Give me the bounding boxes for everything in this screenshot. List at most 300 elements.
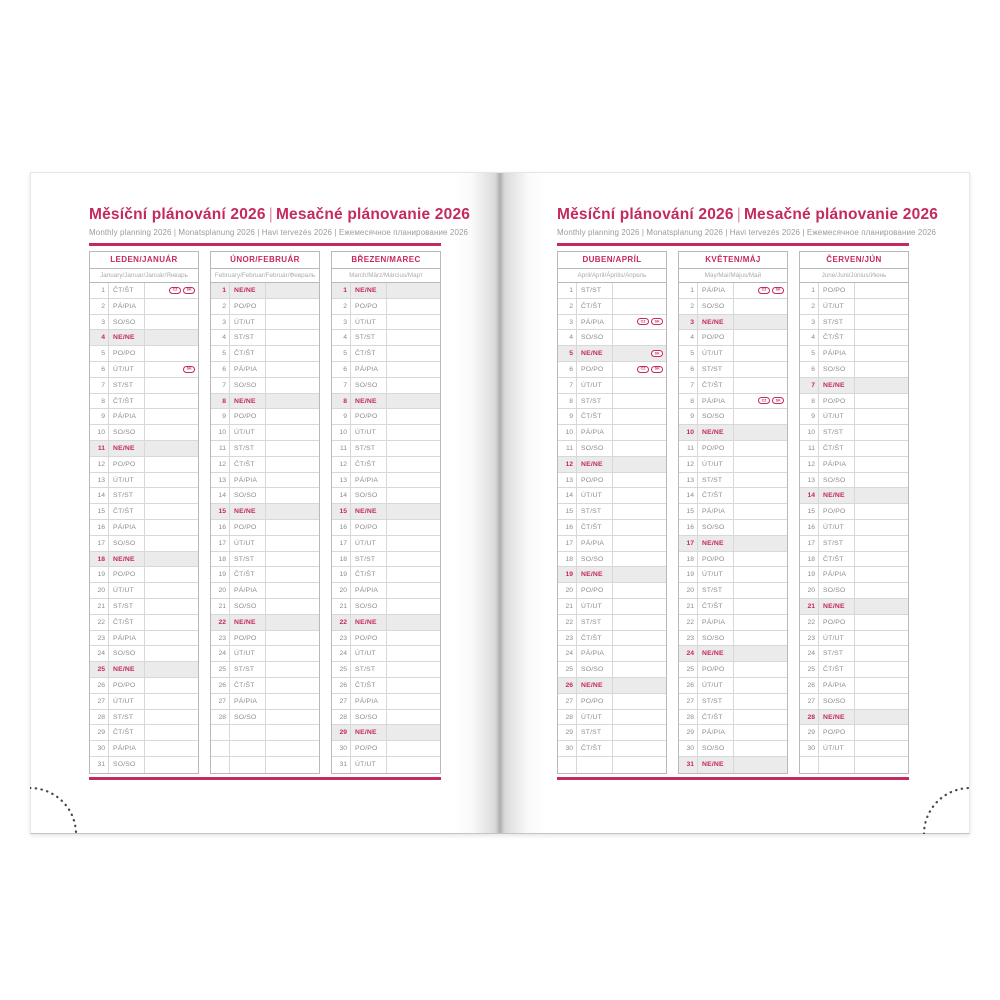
notes-cell: [734, 330, 787, 345]
notes-cell: [145, 678, 198, 693]
day-row: [558, 678, 666, 694]
weekday-label: PÁ/PIA: [230, 362, 266, 377]
day-row: [800, 694, 908, 710]
day-row: [558, 409, 666, 425]
weekday-label: ST/ST: [819, 425, 855, 440]
notes-cell: [145, 599, 198, 614]
notes-cell: [145, 299, 198, 314]
months-grid: [89, 251, 441, 774]
day-row: [558, 362, 666, 378]
day-row: [332, 599, 440, 615]
notes-cell: [613, 615, 666, 630]
month-grid: [90, 283, 198, 773]
day-number: 31: [332, 757, 351, 773]
notes-cell: [266, 299, 319, 314]
holiday-badge-label: CZ: [761, 288, 767, 293]
notes-cell: [266, 520, 319, 535]
day-number: 8: [800, 394, 819, 409]
title-separator: |: [268, 206, 273, 223]
weekday-label: PO/PO: [577, 694, 613, 709]
notes-cell: [734, 536, 787, 551]
notes-cell: [734, 299, 787, 314]
day-row: [332, 457, 440, 473]
day-row: [332, 488, 440, 504]
notes-cell: [855, 330, 908, 345]
day-row: [679, 741, 787, 757]
day-row: [211, 552, 319, 568]
notes-cell: [266, 409, 319, 424]
month-grid: [558, 283, 666, 773]
open-planner: [30, 172, 970, 834]
day-row: [90, 315, 198, 331]
day-number: 7: [558, 378, 577, 393]
day-row: [90, 741, 198, 757]
weekday-label: PO/PO: [819, 504, 855, 519]
day-number: 14: [558, 488, 577, 503]
notes-cell: [266, 710, 319, 725]
day-number: 1: [332, 283, 351, 298]
weekday-label: SO/SO: [698, 741, 734, 756]
day-row: [800, 504, 908, 520]
day-row: [679, 662, 787, 678]
day-number: 17: [211, 536, 230, 551]
month-title: KVĚTEN/MÁJ: [679, 252, 787, 269]
day-row: [332, 315, 440, 331]
day-number: 13: [332, 473, 351, 488]
weekday-label: ČT/ŠT: [698, 710, 734, 725]
day-row: [679, 299, 787, 315]
day-number: 15: [332, 504, 351, 519]
day-number: 6: [679, 362, 698, 377]
weekday-label: PO/PO: [577, 362, 613, 377]
notes-cell: [855, 599, 908, 614]
title-separator: |: [736, 206, 741, 223]
notes-cell: [266, 757, 319, 773]
day-row: [332, 567, 440, 583]
weekday-label: PO/PO: [109, 567, 145, 582]
notes-cell: [266, 457, 319, 472]
day-number: 6: [800, 362, 819, 377]
weekday-label: ČT/ŠT: [351, 567, 387, 582]
weekday-label: PÁ/PIA: [698, 394, 734, 409]
footer-rule: [89, 777, 441, 780]
notes-cell: [266, 741, 319, 756]
day-number: 31: [679, 757, 698, 773]
notes-cell: [145, 552, 198, 567]
weekday-label: SO/SO: [698, 631, 734, 646]
weekday-label: ÚT/UT: [698, 678, 734, 693]
notes-cell: [145, 394, 198, 409]
notes-cell: [266, 441, 319, 456]
day-row: [332, 536, 440, 552]
month-table: [799, 251, 909, 774]
day-number: 19: [211, 567, 230, 582]
day-number: 5: [211, 346, 230, 361]
weekday-label: PÁ/PIA: [819, 457, 855, 472]
day-number: 16: [558, 520, 577, 535]
day-row: [90, 694, 198, 710]
notes-cell: [855, 362, 908, 377]
day-row: [558, 330, 666, 346]
weekday-label: ÚT/UT: [819, 741, 855, 756]
weekday-label: NE/NE: [109, 662, 145, 677]
day-row: [332, 646, 440, 662]
weekday-label: SO/SO: [577, 330, 613, 345]
day-row: [800, 599, 908, 615]
notes-cell: [855, 346, 908, 361]
day-row: [558, 725, 666, 741]
notes-cell: [387, 646, 440, 661]
day-number: 23: [679, 631, 698, 646]
day-row: [90, 567, 198, 583]
weekday-label: ST/ST: [698, 473, 734, 488]
weekday-label: ST/ST: [698, 362, 734, 377]
day-row: [90, 362, 198, 378]
day-row: [332, 520, 440, 536]
notes-cell: [855, 646, 908, 661]
weekday-label: ÚT/UT: [698, 567, 734, 582]
weekday-label: ÚT/UT: [351, 757, 387, 773]
day-number: 18: [800, 552, 819, 567]
weekday-label: PO/PO: [351, 299, 387, 314]
notes-cell: [266, 694, 319, 709]
notes-cell: [734, 441, 787, 456]
weekday-label: NE/NE: [819, 710, 855, 725]
day-row: [558, 631, 666, 647]
weekday-label: ST/ST: [109, 710, 145, 725]
day-row: [558, 552, 666, 568]
notes-cell: [387, 710, 440, 725]
weekday-label: [819, 757, 855, 773]
notes-cell: [734, 678, 787, 693]
day-number: 28: [211, 710, 230, 725]
holiday-badge-label: CZ: [172, 288, 178, 293]
day-number: 23: [90, 631, 109, 646]
day-row: [90, 615, 198, 631]
weekday-label: ST/ST: [230, 552, 266, 567]
notes-cell: [266, 583, 319, 598]
day-number: 30: [558, 741, 577, 756]
day-number: [558, 757, 577, 773]
weekday-label: ST/ST: [109, 488, 145, 503]
weekday-label: NE/NE: [698, 757, 734, 773]
day-number: 7: [90, 378, 109, 393]
day-row: [679, 504, 787, 520]
day-row: [558, 583, 666, 599]
weekday-label: PO/PO: [230, 631, 266, 646]
month-grid: [679, 283, 787, 773]
day-row: [211, 678, 319, 694]
day-number: 23: [211, 631, 230, 646]
notes-cell: [613, 662, 666, 677]
day-number: 24: [211, 646, 230, 661]
day-row: [800, 725, 908, 741]
day-row: [90, 425, 198, 441]
notes-cell: [266, 631, 319, 646]
day-row: [800, 315, 908, 331]
day-row: [332, 583, 440, 599]
day-row: [211, 567, 319, 583]
weekday-label: ST/ST: [698, 583, 734, 598]
notes-cell: [855, 315, 908, 330]
day-row: [90, 283, 198, 299]
day-number: 10: [558, 425, 577, 440]
day-number: 24: [679, 646, 698, 661]
holiday-badge-sk: [651, 318, 663, 325]
notes-cell: [266, 315, 319, 330]
day-number: 11: [211, 441, 230, 456]
day-row: [211, 362, 319, 378]
notes-cell: [387, 488, 440, 503]
notes-cell: [734, 520, 787, 535]
weekday-label: NE/NE: [230, 394, 266, 409]
day-number: 28: [90, 710, 109, 725]
weekday-label: PO/PO: [109, 678, 145, 693]
holiday-badge-label: SK: [186, 288, 192, 293]
day-row: [679, 520, 787, 536]
day-number: 22: [90, 615, 109, 630]
day-number: 1: [558, 283, 577, 298]
day-number: 22: [211, 615, 230, 630]
weekday-label: PÁ/PIA: [819, 678, 855, 693]
weekday-label: SO/SO: [819, 362, 855, 377]
weekday-label: ČT/ŠT: [230, 567, 266, 582]
day-row: [211, 662, 319, 678]
weekday-label: PO/PO: [819, 615, 855, 630]
day-number: 29: [332, 725, 351, 740]
notes-cell: [855, 662, 908, 677]
day-row: [332, 394, 440, 410]
day-number: 9: [558, 409, 577, 424]
page-header: [557, 206, 939, 237]
day-row: [800, 488, 908, 504]
day-row: [90, 583, 198, 599]
day-row: [558, 520, 666, 536]
weekday-label: ČT/ŠT: [230, 457, 266, 472]
day-number: 2: [800, 299, 819, 314]
notes-cell: [145, 757, 198, 773]
day-number: 24: [558, 646, 577, 661]
notes-cell: [266, 488, 319, 503]
day-row: [679, 536, 787, 552]
weekday-label: ÚT/UT: [698, 346, 734, 361]
day-row: [332, 409, 440, 425]
weekday-label: NE/NE: [351, 725, 387, 740]
notes-cell: [613, 536, 666, 551]
month-title: BŘEZEN/MAREC: [332, 252, 440, 269]
day-row: [90, 710, 198, 726]
day-row: [679, 409, 787, 425]
weekday-label: ÚT/UT: [351, 425, 387, 440]
day-number: 9: [90, 409, 109, 424]
day-row: [90, 504, 198, 520]
weekday-label: PÁ/PIA: [109, 520, 145, 535]
notes-cell: [613, 741, 666, 756]
weekday-label: SO/SO: [109, 425, 145, 440]
weekday-label: PÁ/PIA: [230, 694, 266, 709]
month-subtitle: February/Februar/Február/Февраль: [211, 269, 319, 283]
weekday-label: [230, 725, 266, 740]
weekday-label: SO/SO: [698, 520, 734, 535]
day-row: [800, 473, 908, 489]
day-number: 3: [90, 315, 109, 330]
header-rule: [89, 243, 441, 246]
weekday-label: PO/PO: [819, 283, 855, 298]
day-row: [211, 583, 319, 599]
weekday-label: NE/NE: [109, 330, 145, 345]
notes-cell: [855, 615, 908, 630]
day-number: 1: [211, 283, 230, 298]
weekday-label: ÚT/UT: [819, 409, 855, 424]
weekday-label: ÚT/UT: [351, 646, 387, 661]
weekday-label: ČT/ŠT: [698, 599, 734, 614]
day-row: [558, 646, 666, 662]
day-row: [800, 346, 908, 362]
notes-cell: [855, 757, 908, 773]
notes-cell: [145, 425, 198, 440]
weekday-label: ČT/ŠT: [351, 678, 387, 693]
notes-cell: [145, 725, 198, 740]
notes-cell: [734, 346, 787, 361]
day-number: [211, 757, 230, 773]
notes-cell: [855, 725, 908, 740]
notes-cell: [734, 362, 787, 377]
notes-cell: [734, 757, 787, 773]
day-row: [211, 315, 319, 331]
notes-cell: [145, 315, 198, 330]
page-title: [557, 206, 939, 224]
notes-cell: [613, 757, 666, 773]
weekday-label: SO/SO: [351, 378, 387, 393]
notes-cell: [145, 615, 198, 630]
day-row: [211, 425, 319, 441]
day-number: [211, 725, 230, 740]
weekday-label: SO/SO: [109, 536, 145, 551]
notes-cell: [613, 457, 666, 472]
day-row: [558, 662, 666, 678]
day-number: 25: [558, 662, 577, 677]
day-number: 22: [558, 615, 577, 630]
weekday-label: NE/NE: [109, 441, 145, 456]
day-row: [332, 299, 440, 315]
notes-cell: [613, 346, 666, 361]
day-row: [90, 552, 198, 568]
day-row: [800, 283, 908, 299]
day-row: [211, 441, 319, 457]
weekday-label: SO/SO: [230, 599, 266, 614]
day-row: [558, 504, 666, 520]
weekday-label: PO/PO: [230, 520, 266, 535]
day-number: 20: [558, 583, 577, 598]
day-row: [90, 346, 198, 362]
day-row: [679, 694, 787, 710]
day-row: [800, 362, 908, 378]
day-number: 13: [558, 473, 577, 488]
day-number: [211, 741, 230, 756]
notes-cell: [266, 504, 319, 519]
month-table: [89, 251, 199, 774]
day-number: 9: [800, 409, 819, 424]
day-number: 26: [558, 678, 577, 693]
holiday-badge-label: CZ: [761, 399, 767, 403]
day-row: [90, 473, 198, 489]
title-slovak: Mesačné plánovanie 2026: [275, 206, 471, 223]
weekday-label: ST/ST: [230, 330, 266, 345]
day-number: 8: [558, 394, 577, 409]
day-row: [679, 678, 787, 694]
weekday-label: NE/NE: [351, 394, 387, 409]
notes-cell: [613, 552, 666, 567]
day-number: 28: [558, 710, 577, 725]
day-number: 26: [90, 678, 109, 693]
weekday-label: ÚT/UT: [109, 583, 145, 598]
weekday-label: PO/PO: [698, 441, 734, 456]
notes-cell: [145, 662, 198, 677]
weekday-label: PO/PO: [819, 725, 855, 740]
weekday-label: SO/SO: [230, 378, 266, 393]
notes-cell: [387, 362, 440, 377]
day-row: [90, 330, 198, 346]
notes-cell: [734, 378, 787, 393]
day-row: [800, 631, 908, 647]
weekday-label: PO/PO: [109, 457, 145, 472]
day-row: [90, 299, 198, 315]
weekday-label: ČT/ŠT: [109, 283, 145, 298]
notes-cell: [734, 741, 787, 756]
weekday-label: PÁ/PIA: [819, 567, 855, 582]
day-number: 27: [211, 694, 230, 709]
weekday-label: ST/ST: [577, 283, 613, 298]
day-row: [558, 488, 666, 504]
day-row: [679, 567, 787, 583]
notes-cell: [145, 330, 198, 345]
day-number: 14: [90, 488, 109, 503]
weekday-label: NE/NE: [698, 536, 734, 551]
day-row: [211, 299, 319, 315]
weekday-label: PO/PO: [698, 330, 734, 345]
notes-cell: [855, 631, 908, 646]
day-row: [332, 694, 440, 710]
weekday-label: PÁ/PIA: [109, 409, 145, 424]
day-number: 20: [332, 583, 351, 598]
weekday-label: ÚT/UT: [577, 378, 613, 393]
weekday-label: PÁ/PIA: [230, 473, 266, 488]
month-subtitle: April/April/Április/Апрель: [558, 269, 666, 283]
day-number: 11: [800, 441, 819, 456]
weekday-label: NE/NE: [230, 615, 266, 630]
day-number: 25: [800, 662, 819, 677]
day-row: [332, 757, 440, 773]
day-row: [800, 552, 908, 568]
holiday-badge-label: SK: [654, 351, 660, 356]
notes-cell: [734, 599, 787, 614]
notes-cell: [613, 504, 666, 519]
day-row: [211, 615, 319, 631]
day-row: [679, 552, 787, 568]
month-grid: [211, 283, 319, 773]
holiday-badge-cz: [758, 287, 770, 294]
holiday-badge-sk: [772, 287, 784, 294]
notes-cell: [145, 536, 198, 551]
weekday-label: ČT/ŠT: [577, 520, 613, 535]
day-row: [558, 694, 666, 710]
notes-cell: [387, 394, 440, 409]
weekday-label: SO/SO: [819, 694, 855, 709]
day-number: 10: [90, 425, 109, 440]
day-number: 11: [558, 441, 577, 456]
day-number: 7: [332, 378, 351, 393]
day-row: [800, 425, 908, 441]
